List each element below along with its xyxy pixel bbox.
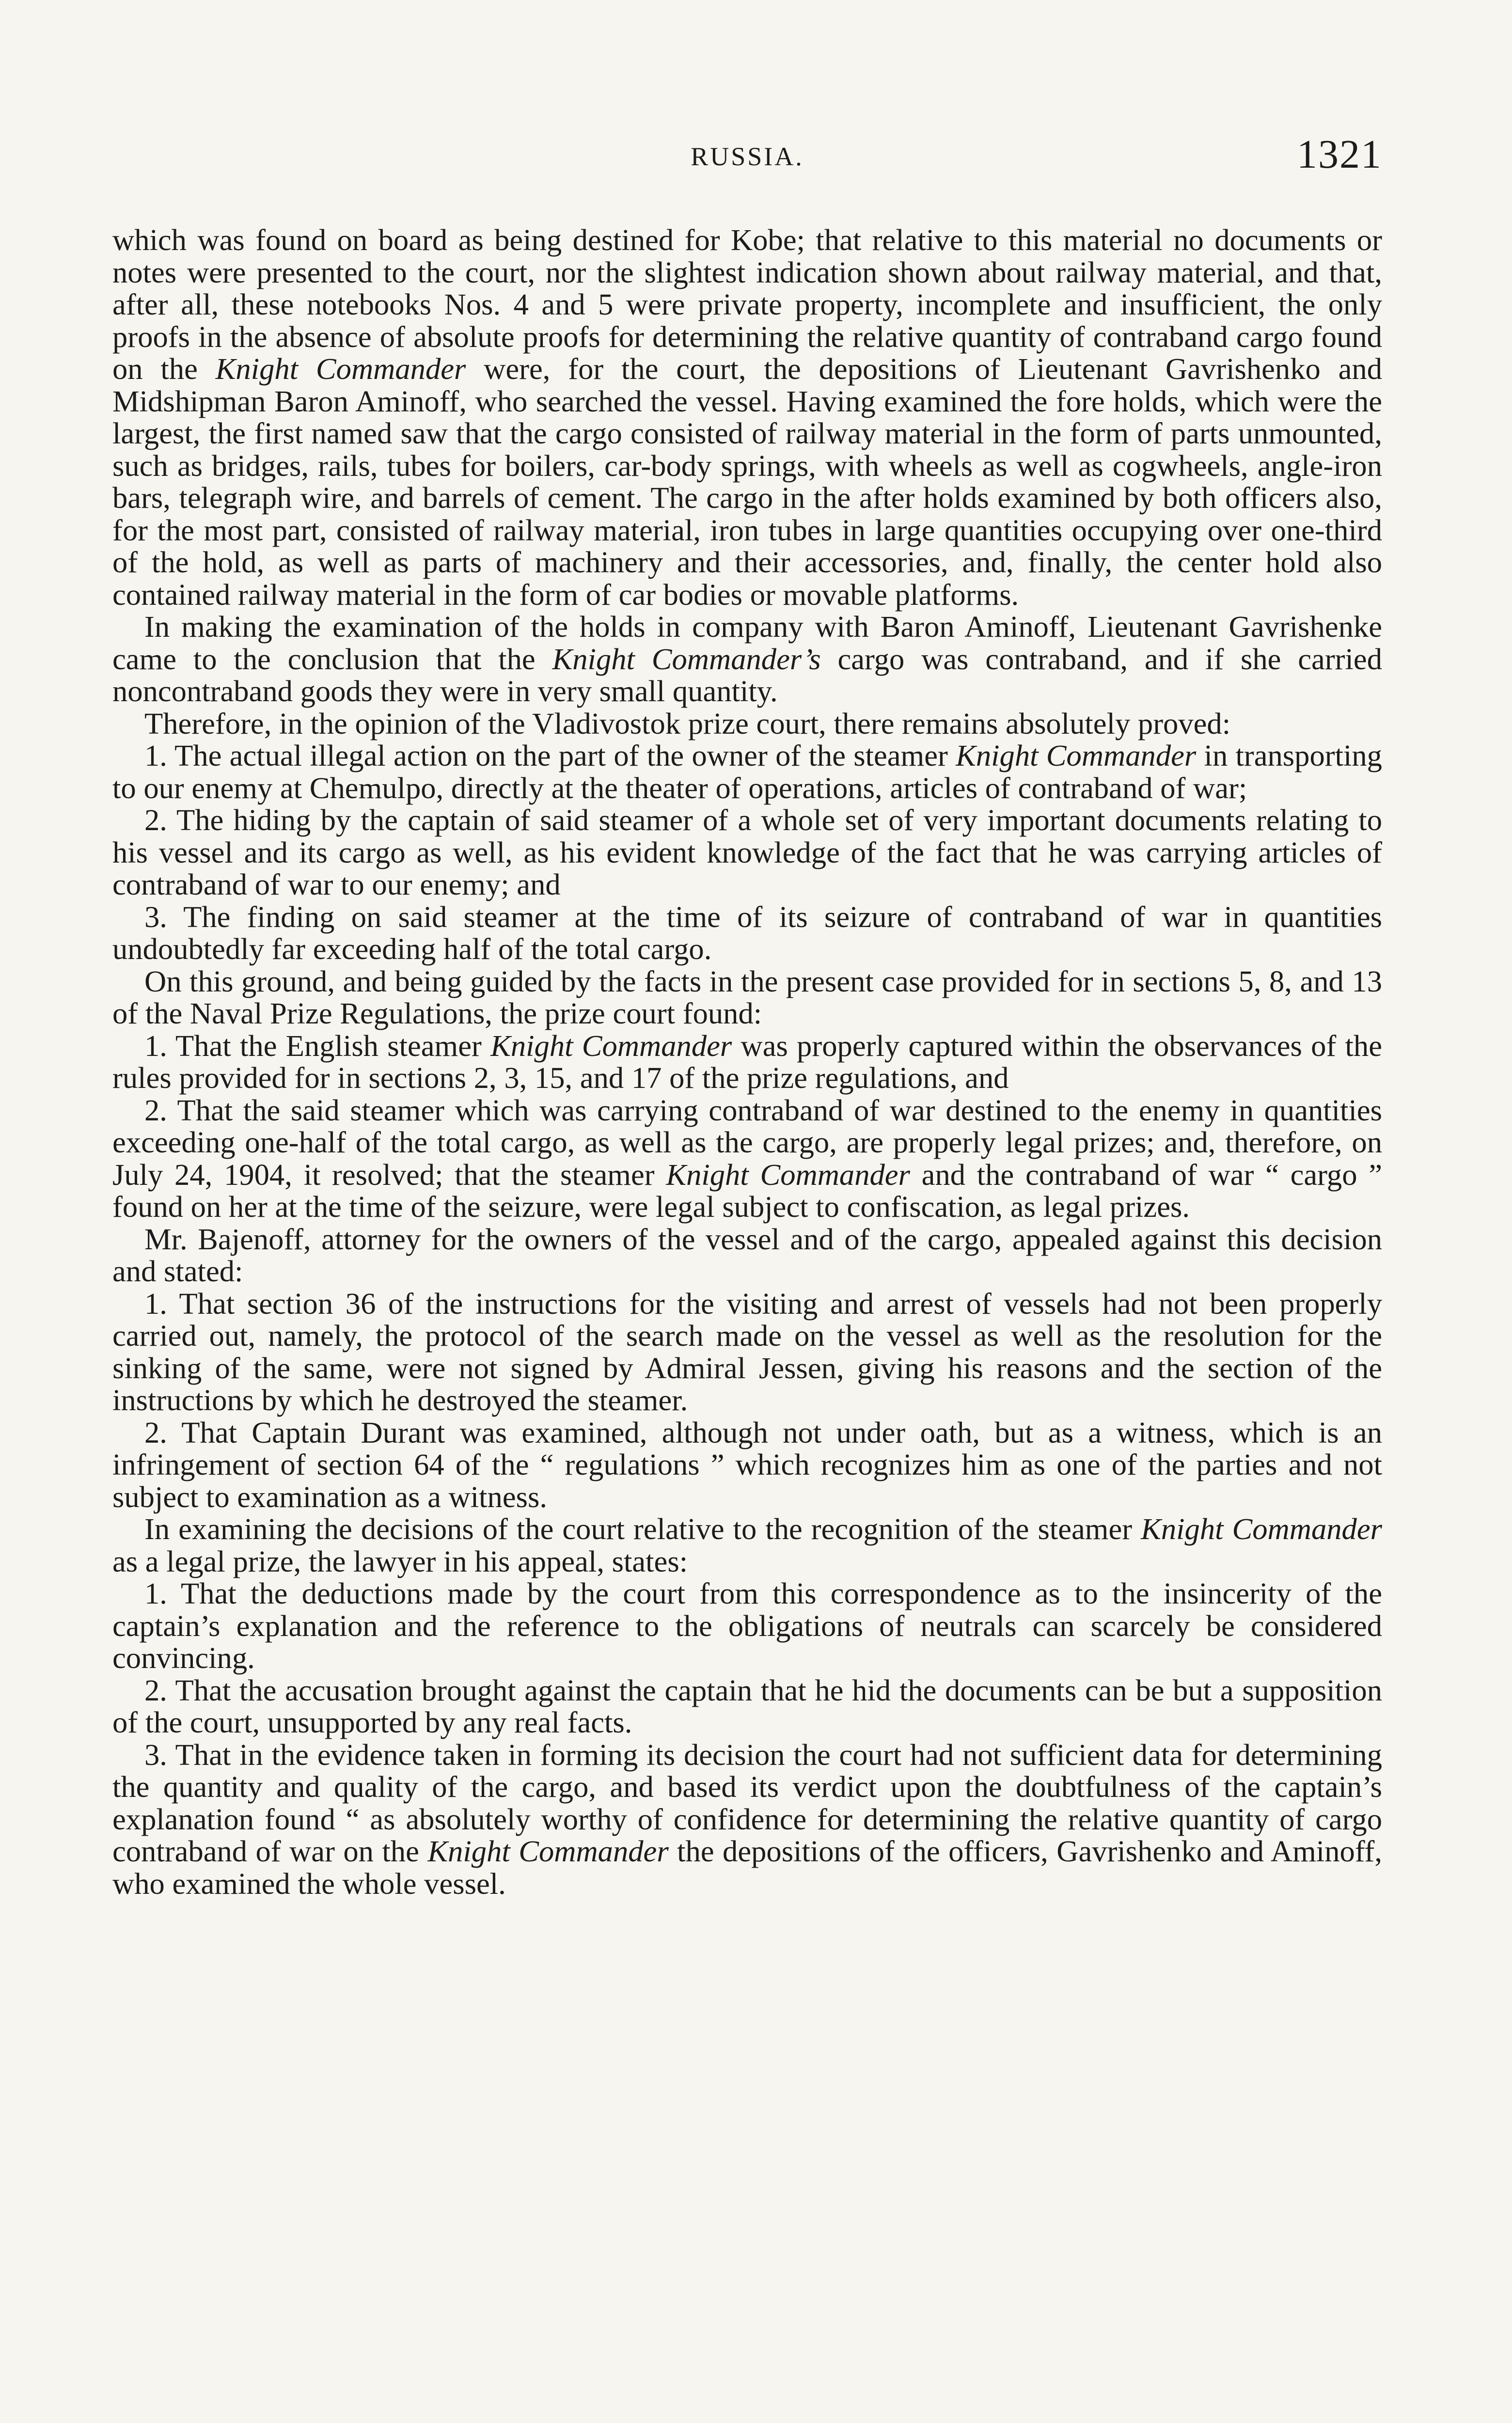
paragraph: which was found on board as being destined for Kobe; that relative to this material no documents or notes were presented to the court, nor the slightest indication shown about railway material, and that, after all, these notebooks Nos. 4 and 5 were private property, incomplete and insufficient, the only proofs in the absence of absolute proofs for determining the relative quantity of contraband cargo found on the Knight Commander were, for the court, the depositions of Lieutenant Gavrishenko and Midshipman Baron Aminoff, who searched the vessel. Having examined the fore holds, which were the largest, the first named saw that the cargo consisted of railway material in the form of parts unmounted, such as bridges, rails, tubes for boilers, car-body springs, with wheels as well as cogwheels, angle-iron bars, telegraph wire, and barrels of cement. The cargo in the after holds examined by both officers also, for the most part, consisted of railway material, iron tubes in large quantities occupying over one-third of the hold, as well as parts of machinery and their accessories, and, finally, the center hold also contained railway material in the form of car bodies or movable platforms.: [112, 223, 1382, 612]
list-item: 2. That the accusation brought against the captain that he hid the documents can be but a supposition of the court, unsupported by any real facts.: [112, 1673, 1382, 1739]
list-item: 2. That the said steamer which was carrying contraband of war destined to the enemy in quantities exceeding one-half of the total cargo, as well as the cargo, are properly legal prizes; and, therefore, on July 24, 1904, it resolved; that the steamer Knight Commander and the contraband of war “ cargo ” found on her at the time of the seizure, were legal subject to confiscation, as legal prizes.: [112, 1093, 1382, 1224]
page-header: [112, 131, 1382, 189]
list-item: 1. That the English steamer Knight Commander was properly captured within the observances of the rules provided for in sections 2, 3, 15, and 17 of the prize regulations, and: [112, 1028, 1383, 1095]
paragraph: In examining the decisions of the court relative to the recognition of the steamer Knight Commander as a legal prize, the lawyer in his appeal, states:: [112, 1512, 1382, 1578]
body-text: [112, 224, 1382, 1900]
list-item: 3. That in the evidence taken in forming its decision the court had not sufficient data for determining the quantity and quality of the cargo, and based its verdict upon the doubtfulness of the captain’s explanation found “ as absolutely worthy of confidence for determining the relative quantity of cargo contraband of war on the Knight Commander the depositions of the officers, Gavrishenko and Aminoff, who examined the whole vessel.: [112, 1737, 1382, 1901]
running-head: RUSSIA.: [691, 142, 804, 171]
list-item: 1. That the deductions made by the court from this correspondence as to the insincerity of the captain’s explanation and the reference to the obligations of neutrals can scarcely be considered convincing.: [112, 1576, 1382, 1675]
list-item: 3. The finding on said steamer at the time of its seizure of contraband of war in quantities undoubtedly far exceeding half of the total cargo.: [112, 899, 1382, 966]
paragraph: On this ground, and being guided by the facts in the present case provided for in sections 5, 8, and 13 of the Naval Prize Regulations, the prize court found:: [112, 964, 1382, 1030]
paragraph: Mr. Bajenoff, attorney for the owners of the vessel and of the cargo, appealed against this decision and stated:: [112, 1222, 1382, 1288]
paragraph: Therefore, in the opinion of the Vladivostok prize court, there remains absolutely proved:: [144, 706, 1231, 740]
list-item: 2. The hiding by the captain of said steamer of a whole set of very important documents relating to his vessel and its cargo as well, as his evident knowledge of the fact that he was carrying articles of contraband of war to our enemy; and: [112, 803, 1382, 901]
page-number: 1321: [1297, 132, 1382, 177]
list-item: 2. That Captain Durant was examined, although not under oath, but as a witness, which is an infringement of section 64 of the “ regulations ” which recognizes him as one of the parties and not subject to examination as a witness.: [112, 1415, 1382, 1514]
list-item: 1. That section 36 of the instructions for the visiting and arrest of vessels had not been properly carried out, namely, the protocol of the search made on the vessel as well as the resolution for the sinking of the same, were not signed by Admiral Jessen, giving his reasons and the section of the instructions by which he destroyed the steamer.: [112, 1286, 1382, 1417]
paragraph: In making the examination of the holds in company with Baron Aminoff, Lieutenant Gavrishenke came to the conclusion that the Knight Commander’s cargo was contraband, and if she carried noncontraband goods they were in very small quantity.: [112, 610, 1382, 708]
list-item: 1. The actual illegal action on the part of the owner of the steamer Knight Commander in transporting to our enemy at Chemulpo, directly at the theater of operations, articles of contraband of war;: [112, 739, 1382, 805]
